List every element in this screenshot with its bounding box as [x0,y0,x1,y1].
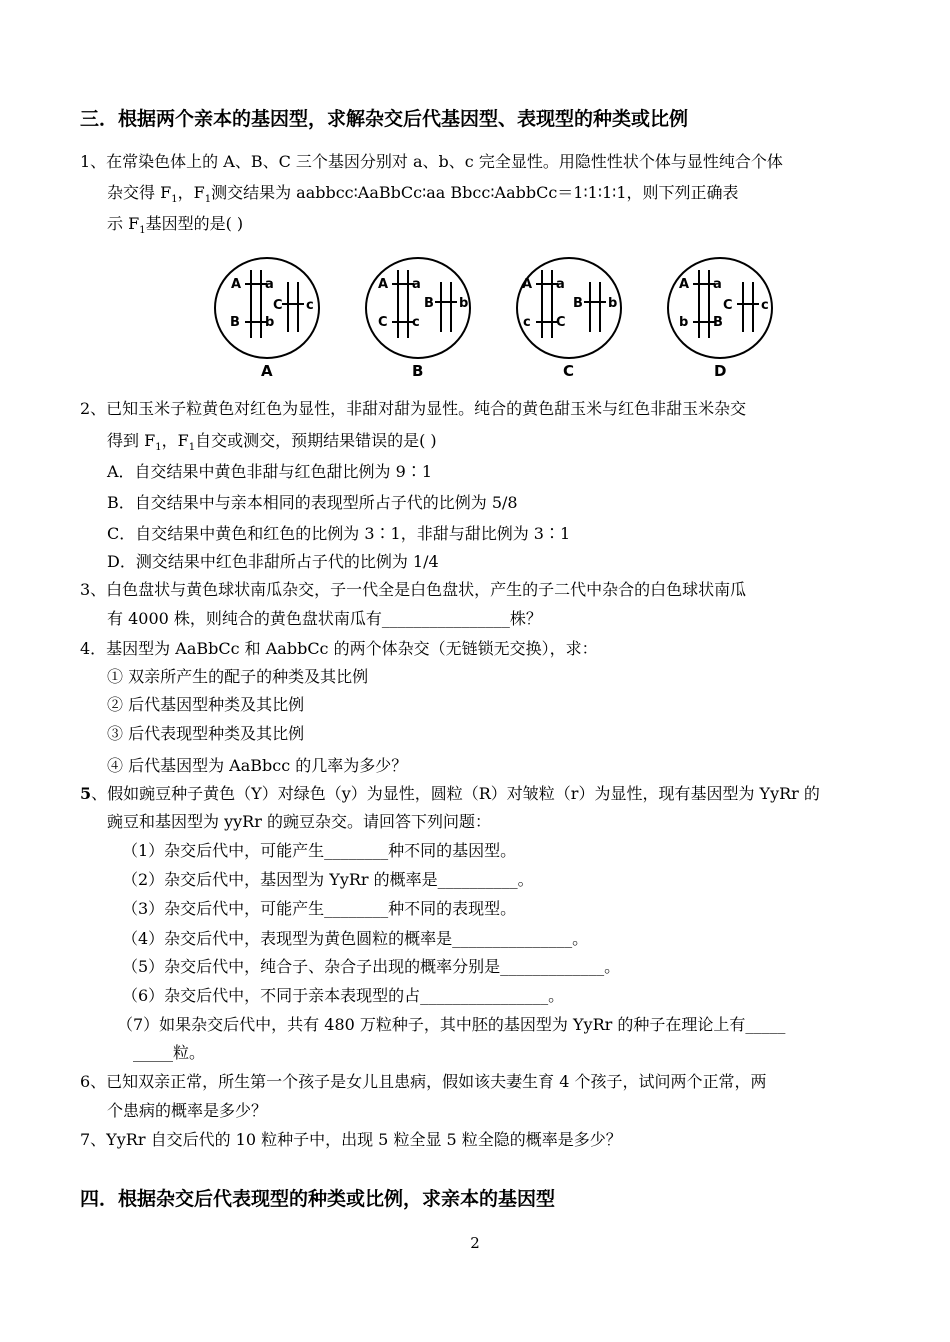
gene-label: B [230,315,240,330]
q4-line1: 4．基因型为 AaBbCc 和 AabbCc 的两个体杂交（无链锁无交换），求： [80,639,598,658]
q5-sub-7-line1: （7）如果杂交后代中，共有 480 万粒种子，其中胚的基因型为 YyRr 的种子在理论上有_____ [117,1015,786,1034]
q4-item-1: ① 双亲所产生的配子的种类及其比例 [107,667,369,686]
gene-label: A [522,277,533,292]
q5-sub-1: （1）杂交后代中，可能产生________种不同的基因型。 [122,841,517,860]
gene-label: b [459,296,469,311]
section-4-heading: 四．根据杂交后代表现型的种类或比例，求亲本的基因型 [80,1188,556,1210]
cell-c-outline [517,258,621,358]
gene-label: a [556,277,565,292]
gene-label: a [412,277,421,292]
q5-sub-6: （6）杂交后代中，不同于亲本表现型的占________________。 [122,986,565,1005]
gene-label: C [378,315,388,330]
q5-sub-4: （4）杂交后代中，表现型为黄色圆粒的概率是_______________。 [122,929,589,948]
cell-b-outline [366,258,470,358]
q5-sub-7-line2: _____粒。 [133,1043,206,1062]
gene-label: A [679,277,690,292]
q3-line1: 3、白色盘状与黄色球状南瓜杂交，子一代全是白色盘状，产生的子二代中杂合的白色球状南瓜 [80,580,747,599]
q5-line1: 5、假如豌豆种子黄色（Y）对绿色（y）为显性，圆粒（R）对皱粒（r）为显性，现有基因型为 YyRr 的 [80,784,820,803]
q4-item-4: ④ 后代基因型为 AaBbcc 的几率为多少？ [107,756,408,775]
q5-line2: 豌豆和基因型为 yyRr 的豌豆杂交。请回答下列问题： [107,812,491,831]
gene-label: C [556,315,566,330]
q7-line1: 7、YyRr 自交后代的 10 粒种子中，出现 5 粒全显 5 粒全隐的概率是多少？ [80,1130,622,1149]
gene-label: c [306,298,314,313]
gene-label: B [713,315,723,330]
q5-sub-2: （2）杂交后代中，基因型为 YyRr 的概率是__________。 [122,870,534,889]
figure-caption-b: B [412,362,424,380]
q6-line1: 6、已知双亲正常，所生第一个孩子是女儿且患病，假如该夫妻生育 4 个孩子，试问两个正常，两 [80,1072,767,1091]
gene-label: c [412,315,420,330]
gene-label: c [761,298,769,313]
gene-label: A [231,277,242,292]
section-3-heading: 三．根据两个亲本的基因型，求解杂交后代基因型、表现型的种类或比例 [80,108,689,130]
cell-a-outline [215,258,319,358]
q1-line1: 1、在常染色体上的 A、B、C 三个基因分别对 a、b、c 完全显性。用隐性性状个体与显性纯合个体 [80,152,783,171]
q2-line1: 2、已知玉米子粒黄色对红色为显性，非甜对甜为显性。纯合的黄色甜玉米与红色非甜玉米杂交 [80,399,747,418]
q6-line2: 个患病的概率是多少？ [107,1101,268,1120]
q2-option-a: A．自交结果中黄色非甜与红色甜比例为 9∶1 [107,462,433,481]
q2-option-b: B．自交结果中与亲本相同的表现型所占子代的比例为 5/8 [107,493,518,512]
q5-sub-5: （5）杂交后代中，纯合子、杂合子出现的概率分别是_____________。 [122,957,621,976]
q2-option-c: C．自交结果中黄色和红色的比例为 3∶1，非甜与甜比例为 3∶1 [107,524,571,543]
chromosome-diagram-svg [205,252,785,382]
gene-label: B [573,296,583,311]
cell-d-outline [668,258,772,358]
figure-caption-c: C [563,362,575,380]
q3-line2: 有 4000 株，则纯合的黄色盘状南瓜有________________株？ [107,609,542,628]
gene-label: b [608,296,618,311]
chromosome-figures [205,252,785,382]
q1-line2: 杂交得 $F_1$，$F_1$测交结果为 aabbcc∶AaBbCc∶aa Bbcc∶AabbCc＝1∶1∶1∶1，则下列正确表 [107,183,739,206]
gene-label: b [265,315,275,330]
gene-label: b [679,315,689,330]
gene-label: C [273,298,283,313]
gene-label: B [424,296,434,311]
q5-sub-3: （3）杂交后代中，可能产生________种不同的表现型。 [122,899,517,918]
figure-caption-a: A [261,362,273,380]
gene-label: A [378,277,389,292]
gene-label: a [713,277,722,292]
q4-item-2: ② 后代基因型种类及其比例 [107,695,305,714]
q1-line3: 示 $F_1$基因型的是( ) [107,214,244,237]
q2-line2: 得到 $F_1$，$F_1$自交或测交，预期结果错误的是( ) [107,431,437,454]
q2-option-d: D．测交结果中红色非甜所占子代的比例为 1/4 [107,552,439,571]
page-number: 2 [470,1234,480,1252]
figure-caption-d: D [714,362,727,380]
q4-item-3: ③ 后代表现型种类及其比例 [107,724,305,743]
gene-label: a [265,277,274,292]
gene-label: c [523,315,531,330]
gene-label: C [723,298,733,313]
